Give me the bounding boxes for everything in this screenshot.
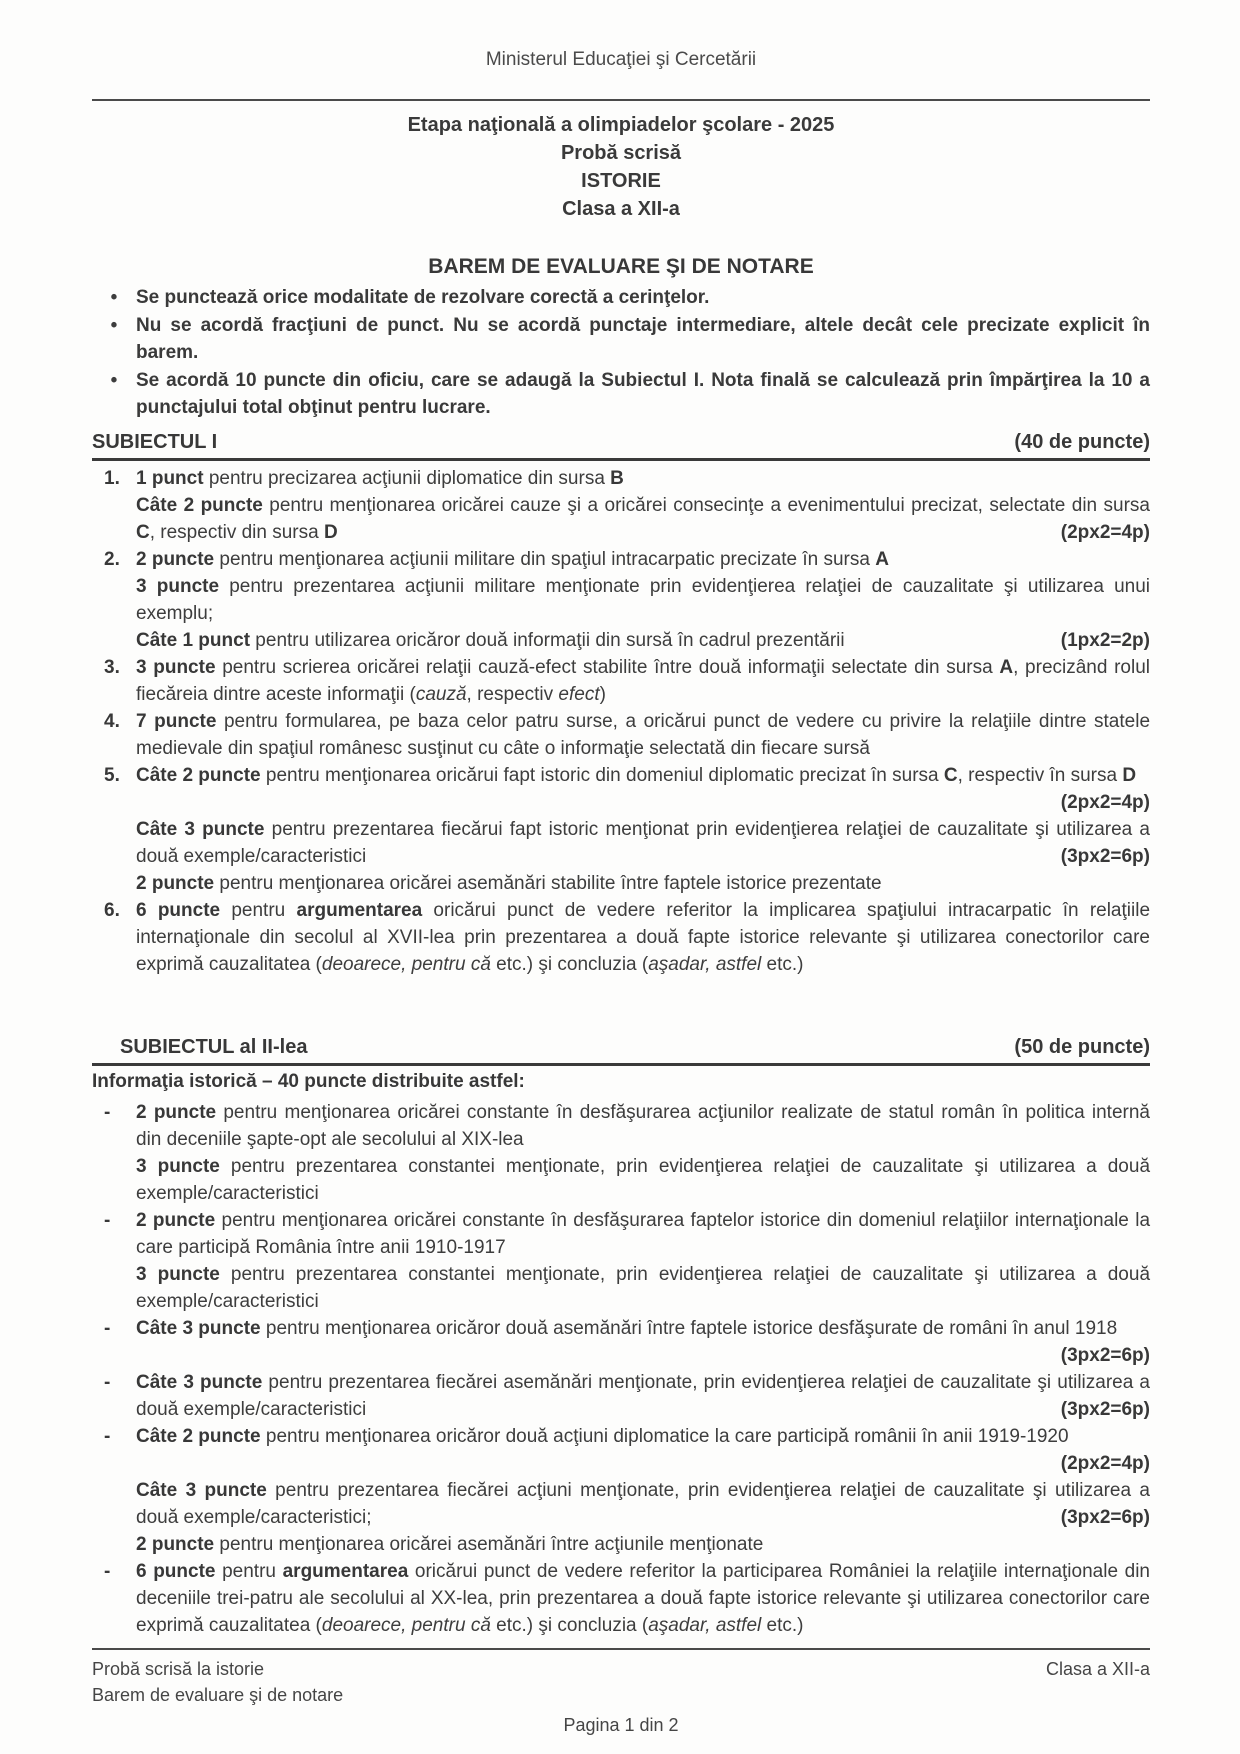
rubric-item xyxy=(92,897,1150,978)
item-paragraphs: 7 puncte pentru formularea, pe baza celor patru surse, a oricărui punct de vedere cu privire la relaţiile dintre statele medievale din spaţiul românesc susţinut cu câte o informaţie selectată din fiecare sursă xyxy=(136,711,1151,759)
item-paragraphs: 2 puncte pentru menţionarea oricărei constante în desfăşurarea acţiunilor realizate de statul român în politica internă din deceniile şapte-opt ale secolului al XIX-lea 3 puncte pentru prezentarea constantei menţionate, prin evidenţierea relaţiei de cauzalitate şi utilizarea a două exemple/caracteristici xyxy=(136,1102,1151,1204)
ministry-header: Ministerul Educaţiei şi Cercetării xyxy=(485,49,757,70)
item-paragraphs: 3 puncte pentru scrierea oricărei relaţii cauză-efect stabilite între două informaţii selectate din sursa A, precizând rolul fiecăreia dintre aceste informaţii (cauză, respectiv efect) xyxy=(136,657,1151,705)
item-dash: - xyxy=(104,1102,111,1123)
points-tag: (3px2=6p) xyxy=(1060,1507,1150,1528)
item-paragraphs: Câte 3 puncte pentru menţionarea oricăror două asemănări între faptele istorice desfăşurate de români în anul 1918 (3px2=6p) xyxy=(136,1315,1150,1369)
points-tag: (3px2=6p) xyxy=(1060,1399,1150,1420)
points-tag: (2px2=4p) xyxy=(1060,1453,1150,1474)
bullet-icon: • xyxy=(110,287,118,308)
subject1-items xyxy=(92,465,1150,978)
barem-bullet-item xyxy=(92,312,1150,366)
item-dash: - xyxy=(104,1561,111,1582)
footer-left xyxy=(92,1656,343,1708)
bullet-text: Se punctează orice modalitate de rezolvare corectă a cerinţelor. xyxy=(136,287,710,308)
item-paragraphs: Câte 3 puncte pentru prezentarea fiecărei asemănări menţionate, prin evidenţierea relaţiei de cauzalitate şi utilizarea a două exemple/caracteristici (3px2=6p) xyxy=(136,1369,1150,1423)
bullet-icon: • xyxy=(110,315,118,336)
doc-title-line-proba: Probă scrisă xyxy=(560,142,682,164)
rubric-item xyxy=(92,654,1150,708)
bullet-icon: • xyxy=(110,370,118,391)
item-dash: - xyxy=(104,1210,111,1231)
rubric-item xyxy=(92,1207,1150,1315)
points-tag: (1px2=2p) xyxy=(1060,630,1150,651)
item-number: 5. xyxy=(104,765,120,786)
rubric-item xyxy=(92,1099,1150,1207)
subject2-points: (50 de puncte) xyxy=(1014,1036,1150,1058)
rubric-item xyxy=(92,762,1150,897)
rubric-item xyxy=(92,1558,1150,1639)
points-tag: (2px2=4p) xyxy=(1060,522,1150,543)
item-number: 3. xyxy=(104,657,120,678)
item-dash: - xyxy=(104,1372,111,1393)
item-paragraphs: 2 puncte pentru menţionarea oricărei constante în desfăşurarea faptelor istorice din domeniul relaţiilor internaţionale la care participă România între anii 1910-1917 3 puncte pentru prezentarea constantei menţionate, prin evidenţierea relaţiei de cauzalitate şi utilizarea a două exemple/caracteristici xyxy=(136,1210,1151,1312)
subject1-title: SUBIECTUL I xyxy=(92,431,218,453)
footer-proba: Probă scrisă la istorie xyxy=(92,1659,265,1679)
subject2-heading-row xyxy=(92,1034,1150,1066)
rubric-item xyxy=(92,465,1150,546)
bullet-text: Nu se acordă fracţiuni de punct. Nu se acordă punctaje intermediare, altele decât cele precizate explicit în barem. xyxy=(136,315,1150,363)
subject1-points: (40 de puncte) xyxy=(1014,431,1150,453)
barem-heading: BAREM DE EVALUARE ŞI DE NOTARE xyxy=(428,255,814,278)
doc-title xyxy=(92,111,1150,223)
item-paragraphs: 6 puncte pentru argumentarea oricărui punct de vedere referitor la implicarea spaţiului intracarpatic în relaţiile internaţionale din secolul al XVII-lea prin prezentarea a două fapte istorice relevante şi utilizarea conectorilor care exprimă cauzalitatea (deoarece, pentru că etc.) şi concluzia (aşadar, astfel etc.) xyxy=(136,900,1151,975)
page-footer xyxy=(92,1648,1150,1739)
item-paragraphs: 6 puncte pentru argumentarea oricărui punct de vedere referitor la participarea României la relaţiile internaţionale din deceniile trei-patru ale secolului al XX-lea, prin prezentarea a două fapte istorice relevante şi utilizarea conectorilor care exprimă cauzalitatea (deoarece, pentru că etc.) şi concluzia (aşadar, astfel etc.) xyxy=(136,1561,1150,1636)
page-content xyxy=(92,0,1150,1639)
item-dash: - xyxy=(104,1318,111,1339)
header-divider xyxy=(92,99,1150,101)
rubric-item xyxy=(92,1315,1150,1369)
item-dash: - xyxy=(104,1426,111,1447)
points-tag: (3px2=6p) xyxy=(1060,846,1150,867)
rubric-item xyxy=(92,1423,1150,1558)
rubric-item xyxy=(92,546,1150,654)
footer-grade: Clasa a XII-a xyxy=(1045,1659,1150,1679)
doc-title-line-subject: ISTORIE xyxy=(581,170,661,192)
subject2-items xyxy=(92,1099,1150,1639)
doc-title-line-grade: Clasa a XII-a xyxy=(562,198,680,220)
page-number: Pagina 1 din 2 xyxy=(563,1715,679,1735)
rubric-item xyxy=(92,708,1150,762)
barem-bullet-item xyxy=(92,284,1150,311)
subject2-intro: Informaţia istorică – 40 puncte distribuite astfel: xyxy=(92,1071,525,1092)
barem-bullet-item xyxy=(92,367,1150,421)
item-number: 6. xyxy=(104,900,120,921)
item-number: 2. xyxy=(104,549,120,570)
item-number: 4. xyxy=(104,711,120,732)
rubric-item xyxy=(92,1369,1150,1423)
footer-barem: Barem de evaluare şi de notare xyxy=(92,1685,344,1705)
item-paragraphs: 2 puncte pentru menţionarea acţiunii militare din spaţiul intracarpatic precizate în sursa A 3 puncte pentru prezentarea acţiunii militare menţionate prin evidenţierea relaţiei de cauzalitate şi utilizarea unui exemplu; Câte 1 punct pentru utilizarea oricăror două informaţii din sursă în cadrul prezentării (1px2=2p) xyxy=(136,546,1150,654)
bullet-text: Se acordă 10 puncte din oficiu, care se adaugă la Subiectul I. Nota finală se calculează prin împărţirea la 10 a punctajului total obţinut pentru lucrare. xyxy=(136,370,1150,418)
footer-divider xyxy=(92,1648,1150,1650)
item-paragraphs: Câte 2 puncte pentru menţionarea oricăror două acţiuni diplomatice la care participă românii în anii 1919-1920 (2px2=4p) Câte 3 puncte pentru prezentarea fiecărei acţiuni menţionate, prin evidenţierea relaţiei de cauzalitate şi utilizarea a două exemple/caracteristici; (3px2=6p) 2 puncte pentru menţionarea oricărei asemănări între acţiunile menţionate xyxy=(136,1426,1150,1555)
doc-title-line-stage: Etapa naţională a olimpiadelor şcolare - 2025 xyxy=(407,114,835,136)
item-paragraphs: 1 punct pentru precizarea acţiunii diplomatice din sursa B Câte 2 puncte pentru menţionarea oricărei cauze şi a oricărei consecinţe a evenimentului precizat, selectate din sursa C, respectiv din sursa D (2px2=4p) xyxy=(136,465,1150,546)
points-tag: (3px2=6p) xyxy=(1060,1345,1150,1366)
subject1-heading-row xyxy=(92,429,1150,461)
points-tag: (2px2=4p) xyxy=(1060,792,1150,813)
item-paragraphs: Câte 2 puncte pentru menţionarea oricărui fapt istoric din domeniul diplomatic precizat în sursa C, respectiv în sursa D (2px2=4p) Câte 3 puncte pentru prezentarea fiecărui fapt istoric menţionat prin evidenţierea relaţiei de cauzalitate şi utilizarea a două exemple/caracteristici (3px2=6p) 2 puncte pentru menţionarea oricărei asemănări stabilite între faptele istorice prezentate xyxy=(136,765,1150,894)
item-number: 1. xyxy=(104,468,120,489)
subject2-title: SUBIECTUL al II-lea xyxy=(120,1036,308,1058)
